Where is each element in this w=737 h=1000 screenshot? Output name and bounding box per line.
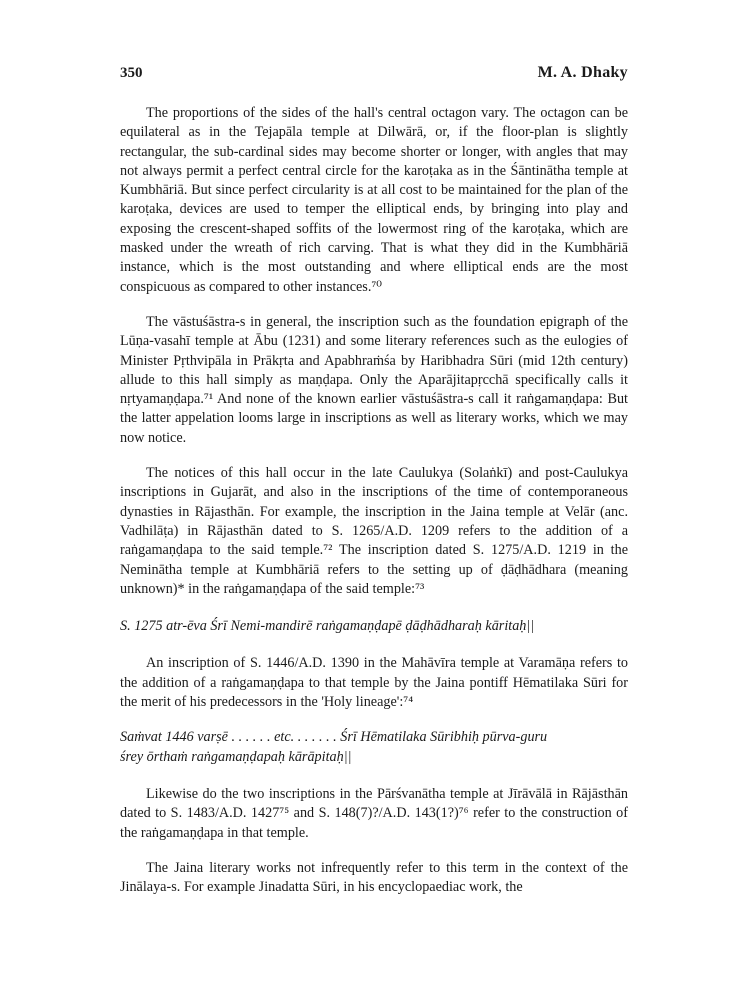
inscription-quote-2-line-1: Saṁvat 1446 varṣē . . . . . . etc. . . . . . . Śrī Hēmatilaka Sūribhiḥ pūrva-guru — [120, 729, 548, 746]
paragraph-1: The proportions of the sides of the hall's central octagon vary. The octagon can be equilateral as in the Tejapāla temple at Dilwārā, or, if the floor-plan is slightly rectangular, the sub-cardinal sides may become shorter or longer, with angles that may not always permit a perfect central circle for the karoṭaka as in the Śāntinātha temple at Kumbhāriā. But since perfect circularity is at all cost to be maintained for the plan of the karoṭaka, devices are used to temper the elliptical ends, by bringing into play and exposing the crescent-shaped soffits of the lowermost ring of the karoṭaka, which are masked under the wreath of rich carving. That is what they did in the Kumbhāriā instance, which is the most outstanding and where elliptical ends are the most conspicuous as compared to other instances.⁷⁰ — [120, 105, 628, 295]
page-number: 350 — [120, 65, 143, 81]
paragraph-6: The Jaina literary works not infrequently refer to this term in the context of the Jinālaya-s. For example Jinadatta Sūri, in his encyclopaediac work, the — [120, 859, 628, 896]
paragraph-3: The notices of this hall occur in the late Caulukya (Solaṅkī) and post-Caulukya inscriptions in Gujarāt, and also in the inscriptions of the time of contemporaneous dynasties in Rājasthān. For example, the inscription in the Jaina temple at Velār (anc. Vadhilāṭa) in Rājasthān dated to S. 1265/A.D. 1209 refers to the addition of a raṅgamaṇḍapa to the said temple.⁷² The inscription dated S. 1275/A.D. 1219 in the Neminātha temple at Kumbhāriā refers to the setting up of ḍāḍhādhara (meaning unknown)* in the raṅgamaṇḍapa of the said temple:⁷³ — [120, 465, 628, 597]
running-head — [120, 64, 628, 82]
paragraph-2: The vāstuśāstra-s in general, the inscription such as the foundation epigraph of the Lūṇa-vasahī temple at Ābu (1231) and some literary references such as the eulogies of Minister Pṛthvipāla in Prākṛta and Apabhraṁśa by Haribhadra Sūri (mid 12th century) allude to this hall simply as maṇḍapa. Only the Aparājitapṛcchā specifically calls it nṛtyamaṇḍapa.⁷¹ And none of the known earlier vāstuśāstra-s call it raṅgamaṇḍapa: But the latter appelation looms large in inscriptions as well as literary works, which we may now notice. — [120, 313, 628, 446]
page — [120, 64, 628, 897]
running-head-author: M. A. Dhaky — [537, 64, 628, 81]
inscription-quote-2 — [120, 728, 628, 767]
inscription-quote-2-line-2: śrey ōrthaṁ raṅgamaṇḍapaḥ kārāpitaḥ|| — [120, 748, 352, 765]
paragraph-5: Likewise do the two inscriptions in the Pārśvanātha temple at Jīrāvālā in Rājāsthān dated to S. 1483/A.D. 1427⁷⁵ and S. 148(7)?/A.D. 143(1?)⁷⁶ refer to the construction of the raṅgamaṇḍapa in that temple. — [120, 785, 628, 841]
paragraph-4: An inscription of S. 1446/A.D. 1390 in the Mahāvīra temple at Varamāṇa refers to the addition of a raṅgamaṇḍapa to that temple by the Jaina pontiff Hēmatilaka Sūri for the merit of his predecessors in the 'Holy lineage':⁷⁴ — [120, 655, 628, 711]
inscription-quote-1: S. 1275 atr-ēva Śrī Nemi-mandirē raṅgamaṇḍapē ḍāḍhādharaḥ kāritaḥ|| — [120, 618, 535, 635]
